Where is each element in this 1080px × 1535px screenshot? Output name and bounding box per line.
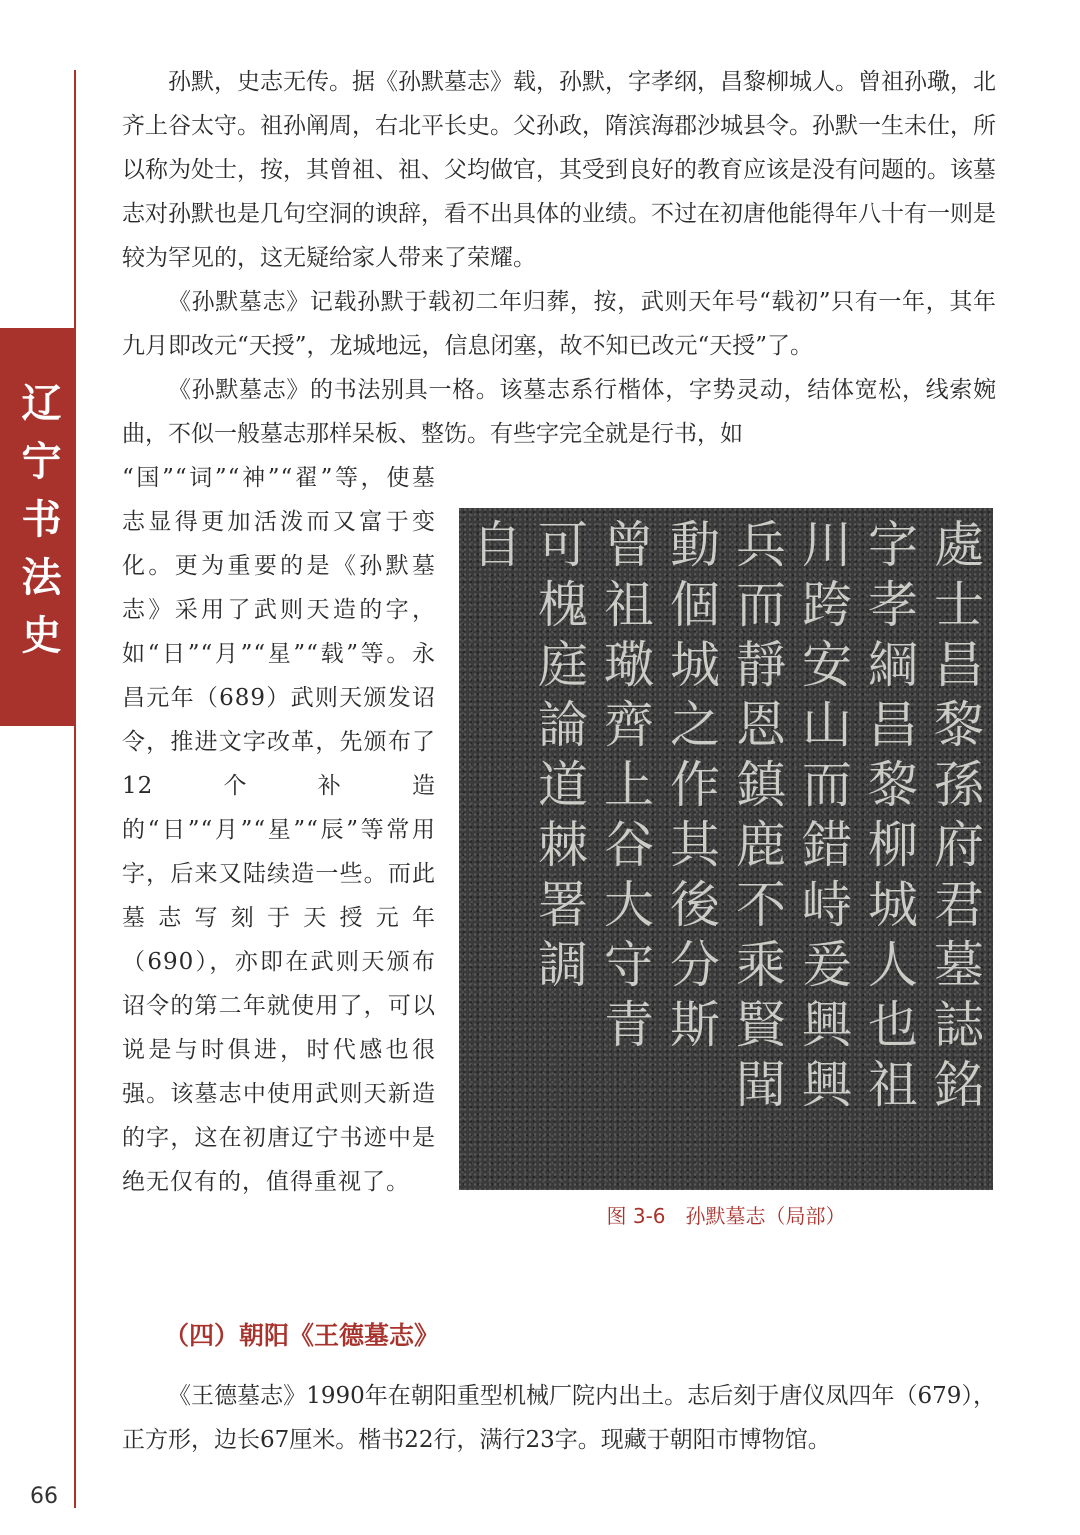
rubbing-character: 璥 xyxy=(604,636,654,694)
rubbing-character: 柳 xyxy=(868,816,918,874)
rubbing-character: 道 xyxy=(538,756,588,814)
rubbing-character: 山 xyxy=(802,696,852,754)
section-heading: （四）朝阳《王德墓志》 xyxy=(164,1321,440,1350)
rubbing-character: 靜 xyxy=(736,636,786,694)
rubbing-character: 乘 xyxy=(736,936,786,994)
rubbing-character: 之 xyxy=(670,696,720,754)
rubbing-character: 祖 xyxy=(604,576,654,634)
rubbing-character: 字 xyxy=(868,516,918,574)
rubbing-character: 自 xyxy=(472,516,522,574)
rubbing-character: 而 xyxy=(802,756,852,814)
paragraph-4: 《王德墓志》1990年在朝阳重型机械厂院内出土。志后刻于唐仪凤四年（679），正方形，边长67厘米。楷书22行，满行23字。现藏于朝阳市博物馆。 xyxy=(122,1383,996,1453)
rubbing-character: 而 xyxy=(736,576,786,634)
rubbing-character: 大 xyxy=(604,876,654,934)
rubbing-character: 昌 xyxy=(868,696,918,754)
rubbing-character: 兵 xyxy=(736,516,786,574)
rubbing-character: 作 xyxy=(670,756,720,814)
rubbing-character: 川 xyxy=(802,516,852,574)
rubbing-character: 祖 xyxy=(868,1056,918,1114)
stele-rubbing-image xyxy=(459,508,993,1190)
rubbing-character: 上 xyxy=(604,756,654,814)
rubbing-character: 安 xyxy=(802,636,852,694)
rubbing-character: 黎 xyxy=(868,756,918,814)
page-number: 66 xyxy=(30,1484,58,1509)
rubbing-character: 斯 xyxy=(670,996,720,1054)
rubbing-character: 不 xyxy=(736,876,786,934)
rubbing-character: 守 xyxy=(604,936,654,994)
rubbing-character: 賢 xyxy=(736,996,786,1054)
rubbing-character: 恩 xyxy=(736,696,786,754)
rubbing-character: 動 xyxy=(670,516,720,574)
rubbing-character: 曾 xyxy=(604,516,654,574)
figure-caption: 图 3-6 孙默墓志（局部） xyxy=(606,1204,846,1228)
rubbing-character: 興 xyxy=(802,996,852,1054)
chapter-title: 辽宁书法史 xyxy=(15,382,62,672)
rubbing-character: 墓 xyxy=(934,936,984,994)
rubbing-character: 槐 xyxy=(538,576,588,634)
rubbing-character: 君 xyxy=(934,876,984,934)
rubbing-character: 調 xyxy=(538,936,588,994)
rubbing-character: 錯 xyxy=(802,816,852,874)
paragraph-2: 《孙默墓志》记载孙默于载初二年归葬，按，武则天年号“载初”只有一年，其年九月即改元“天授”，龙城地远，信息闭塞，故不知已改元“天授”了。 xyxy=(122,289,996,359)
rubbing-character: 跨 xyxy=(802,576,852,634)
rubbing-character: 銘 xyxy=(934,1056,984,1114)
rubbing-character: 個 xyxy=(670,576,720,634)
rubbing-character: 峙 xyxy=(802,876,852,934)
rubbing-character: 署 xyxy=(538,876,588,934)
rubbing-characters xyxy=(459,508,993,1190)
rubbing-character: 其 xyxy=(670,816,720,874)
rubbing-character: 庭 xyxy=(538,636,588,694)
rubbing-character: 後 xyxy=(670,876,720,934)
rubbing-character: 興 xyxy=(802,1056,852,1114)
rubbing-character: 城 xyxy=(670,636,720,694)
rubbing-character: 黎 xyxy=(934,696,984,754)
rubbing-character: 可 xyxy=(538,516,588,574)
rubbing-character: 綱 xyxy=(868,636,918,694)
rubbing-character: 棘 xyxy=(538,816,588,874)
rubbing-character: 孫 xyxy=(934,756,984,814)
paragraph-1: 孙默，史志无传。据《孙默墓志》载，孙默，字孝纲，昌黎柳城人。曾祖孙璥，北齐上谷太守。祖孙阐周，右北平长史。父孙政，隋滨海郡沙城县令。孙默一生未仕，所以称为处士，按，其曾祖、祖、父均做官，其受到良好的教育应该是没有问题的。该墓志对孙默也是几句空洞的谀辞，看不出具体的业绩。不过在初唐他能得年八十有一则是较为罕见的，这无疑给家人带来了荣耀。 xyxy=(122,69,996,271)
rubbing-character: 青 xyxy=(604,996,654,1054)
rubbing-character: 城 xyxy=(868,876,918,934)
rubbing-character: 昌 xyxy=(934,636,984,694)
rubbing-character: 鹿 xyxy=(736,816,786,874)
rubbing-character: 誌 xyxy=(934,996,984,1054)
rubbing-character: 士 xyxy=(934,576,984,634)
rubbing-character: 也 xyxy=(868,996,918,1054)
rubbing-character: 聞 xyxy=(736,1056,786,1114)
rubbing-character: 分 xyxy=(670,936,720,994)
rubbing-character: 府 xyxy=(934,816,984,874)
rubbing-character: 處 xyxy=(934,516,984,574)
rubbing-character: 鎮 xyxy=(736,756,786,814)
paragraph-3-column: “国”“词”“神”“翟”等，使墓志显得更加活泼而又富于变化。更为重要的是《孙默墓志》采用了武则天造的字，如“日”“月”“星”“载”等。永昌元年（689）武则天颁发诏令，推进文字改革，先颁布了12个补造的“日”“月”“星”“辰”等常用字，后来又陆续造一些。而此墓志写刻于天授元年（690），亦即在武则天颁布诏令的第二年就使用了，可以说是与时俱进，时代感也很强。该墓志中使用武则天新造的字，这在初唐辽宁书迹中是绝无仅有的，值得重视了。 xyxy=(122,465,436,1195)
rubbing-character: 谷 xyxy=(604,816,654,874)
paragraph-3-intro: 《孙默墓志》的书法别具一格。该墓志系行楷体，字势灵动，结体宽松，线索婉曲，不似一般墓志那样呆板、整饬。有些字完全就是行书，如 xyxy=(122,377,996,447)
rubbing-character: 齊 xyxy=(604,696,654,754)
rubbing-character: 孝 xyxy=(868,576,918,634)
rubbing-character: 人 xyxy=(868,936,918,994)
chapter-side-tab xyxy=(0,328,76,726)
margin-rule xyxy=(74,70,76,1508)
rubbing-character: 論 xyxy=(538,696,588,754)
rubbing-character: 爰 xyxy=(802,936,852,994)
